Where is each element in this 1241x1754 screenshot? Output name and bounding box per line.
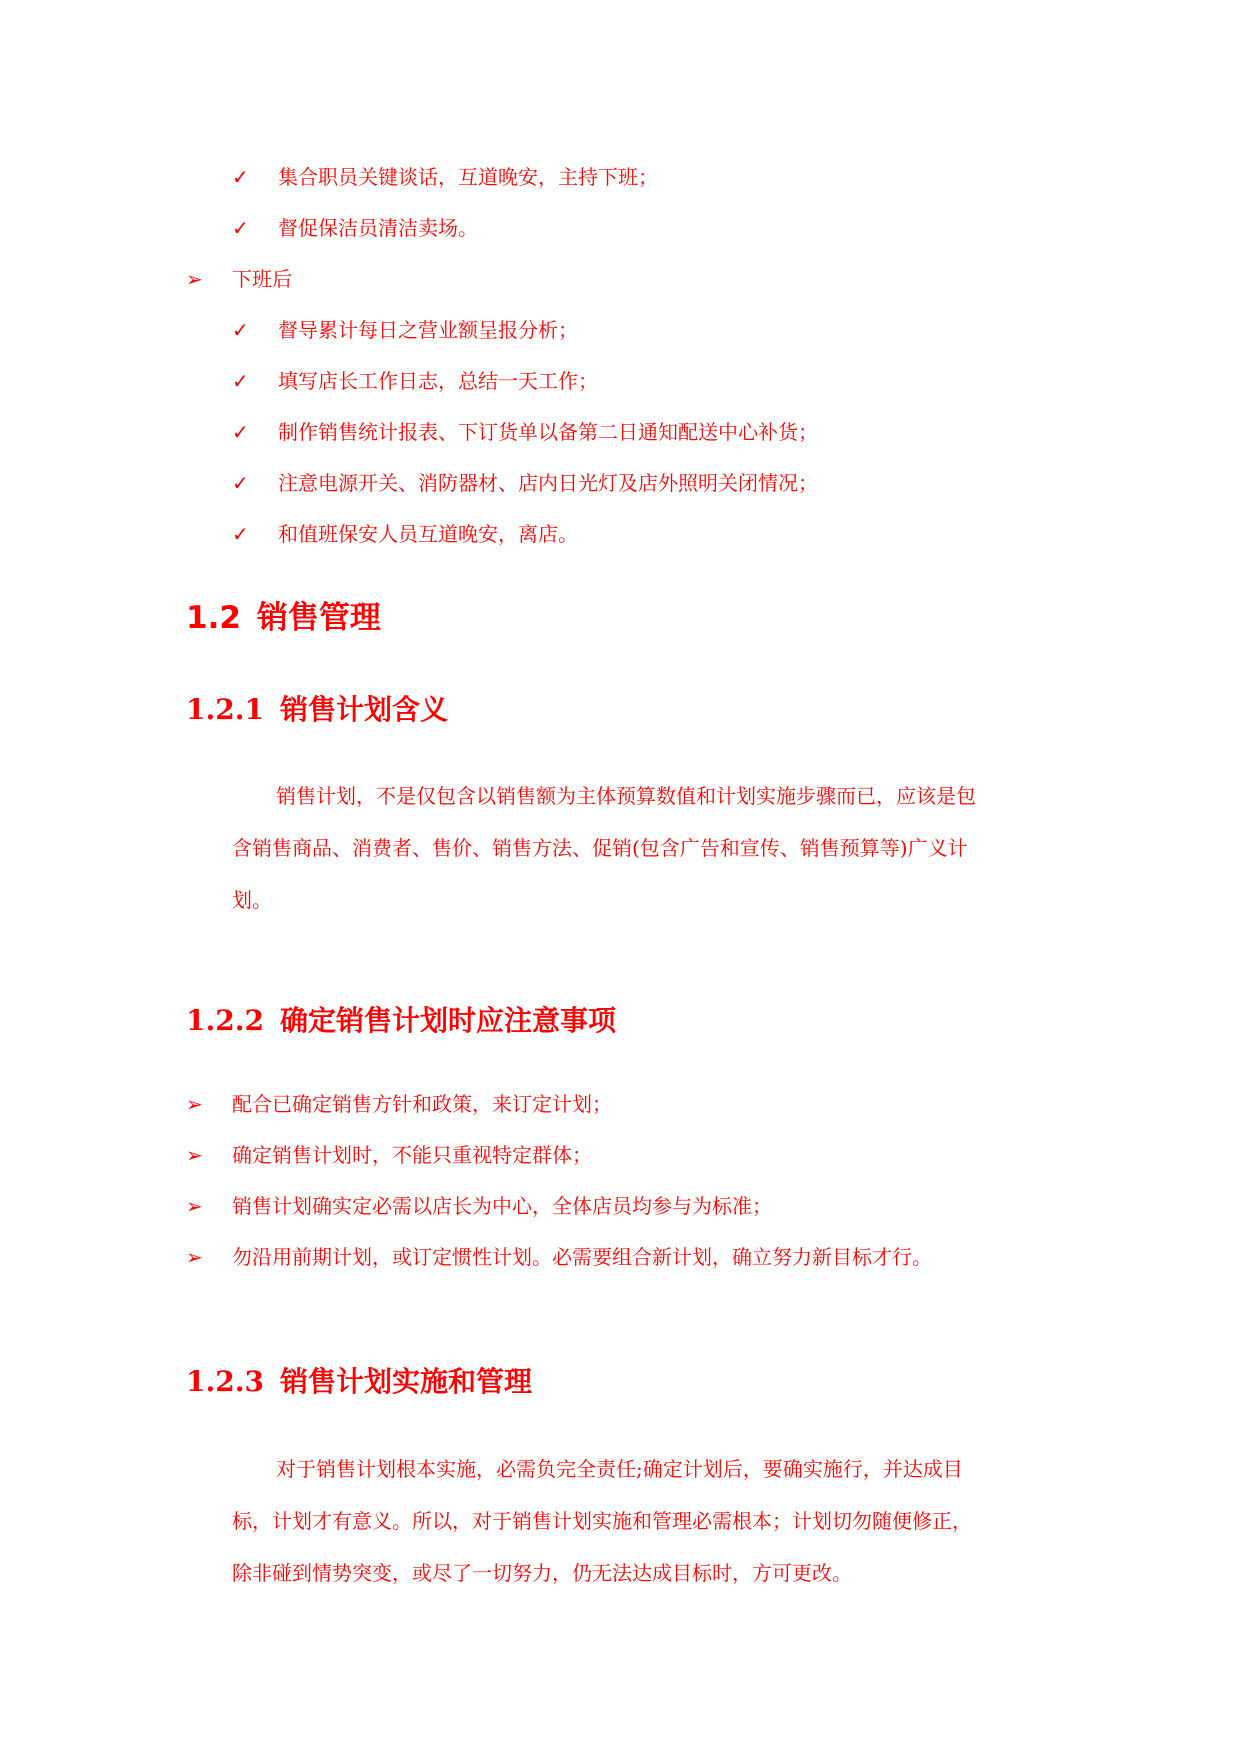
arrow-bullet-icon: ➢	[186, 1194, 203, 1218]
paragraph-line: 除非碰到情势突变，或尽了一切努力，仍无法达成目标时，方可更改。	[232, 1561, 852, 1585]
list-item-text: 督促保洁员清洁卖场。	[278, 216, 478, 240]
paragraph	[232, 770, 1032, 926]
paragraph-line: 销售计划，不是仅包含以销售额为主体预算数值和计划实施步骤而已，应该是包	[276, 784, 976, 808]
list-item-text: 配合已确定销售方针和政策，来订定计划；	[232, 1092, 612, 1116]
paragraph-line: 划。	[232, 888, 272, 912]
list-item-text: 督导累计每日之营业额呈报分析；	[278, 318, 578, 342]
list-item-text: 销售计划确实定必需以店长为中心，全体店员均参与为标准；	[232, 1194, 772, 1218]
check-icon: ✓	[232, 216, 249, 240]
check-icon: ✓	[232, 165, 249, 189]
section-title: 销售管理	[256, 600, 381, 636]
paragraph-line: 标，计划才有意义。所以，对于销售计划实施和管理必需根本；计划切勿随便修正，	[232, 1509, 972, 1533]
subsection-heading	[186, 1364, 532, 1400]
arrow-bullet-icon: ➢	[186, 267, 203, 291]
check-icon: ✓	[232, 369, 249, 393]
arrow-bullet-icon: ➢	[186, 1092, 203, 1116]
subsection-heading	[186, 692, 448, 728]
list-item-text: 填写店长工作日志，总结一天工作；	[278, 369, 598, 393]
check-icon: ✓	[232, 471, 249, 495]
subsection-number: 1.2.3	[186, 1365, 264, 1398]
check-icon: ✓	[232, 522, 249, 546]
list-item-text: 制作销售统计报表、下订货单以备第二日通知配送中心补货；	[278, 420, 818, 444]
arrow-bullet-icon: ➢	[186, 1245, 203, 1269]
paragraph-line: 含销售商品、消费者、售价、销售方法、促销(包含广告和宣传、销售预算等)广义计	[232, 836, 968, 860]
list-item-text: 注意电源开关、消防器材、店内日光灯及店外照明关闭情况；	[278, 471, 818, 495]
list-item-text: 和值班保安人员互道晚安，离店。	[278, 522, 578, 546]
section-number: 1.2	[186, 600, 241, 636]
check-icon: ✓	[232, 318, 249, 342]
section-heading	[186, 598, 381, 638]
paragraph	[232, 1443, 1032, 1599]
subsection-title: 确定销售计划时应注意事项	[279, 1004, 616, 1037]
list-item-text: 勿沿用前期计划，或订定惯性计划。必需要组合新计划，确立努力新目标才行。	[232, 1245, 932, 1269]
paragraph-line: 对于销售计划根本实施，必需负完全责任;确定计划后，要确实施行，并达成目	[276, 1457, 963, 1481]
subsection-number: 1.2.1	[186, 693, 264, 726]
check-icon: ✓	[232, 420, 249, 444]
subsection-number: 1.2.2	[186, 1004, 264, 1037]
list-item-text: 下班后	[232, 267, 292, 291]
arrow-bullet-icon: ➢	[186, 1143, 203, 1167]
list-item-text: 确定销售计划时，不能只重视特定群体；	[232, 1143, 592, 1167]
subsection-heading	[186, 1003, 616, 1039]
subsection-title: 销售计划实施和管理	[279, 1365, 532, 1398]
subsection-title: 销售计划含义	[279, 693, 448, 726]
list-item-text: 集合职员关键谈话，互道晚安，主持下班；	[278, 165, 658, 189]
